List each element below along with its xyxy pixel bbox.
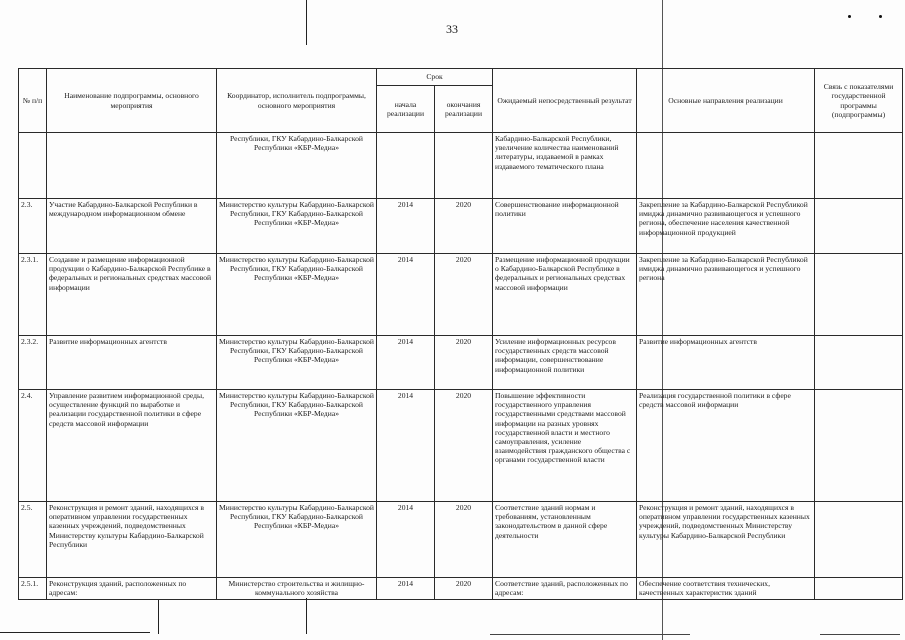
row-start: 2014 — [377, 199, 435, 254]
row-directions: Обеспечение соответствия технических, качественных характеристик зданий — [637, 578, 815, 600]
row-directions: Реконструкция и ремонт зданий, находящихся в оперативном управлении государственных казенных учреждений, подведомственных Министерству культуры Кабардино-Балкарской Республики — [637, 502, 815, 578]
row-link — [815, 199, 903, 254]
row-start: 2014 — [377, 578, 435, 600]
table-row — [19, 254, 903, 336]
row-coordinator: Министерство строительства и жилищно-коммунального хозяйства — [217, 578, 377, 600]
row-result: Соответствие зданий, расположенных по адресам: — [493, 578, 637, 600]
row-end: 2020 — [435, 578, 493, 600]
row-coordinator: Министерство культуры Кабардино-Балкарской Республики, ГКУ Кабардино-Балкарской Республики «КБР-Медиа» — [217, 254, 377, 336]
scan-line — [306, 598, 307, 634]
row-link — [815, 578, 903, 600]
row-result: Размещение информационной продукции о Кабардино-Балкарской Республике в федеральных и региональных средствах массовой информации — [493, 254, 637, 336]
row-num: 2.5. — [19, 502, 47, 578]
row-link — [815, 502, 903, 578]
scan-dot — [848, 15, 851, 18]
page-number: 33 — [446, 22, 458, 36]
row-end: 2020 — [435, 336, 493, 390]
row-num: 2.3. — [19, 199, 47, 254]
row-end: 2020 — [435, 502, 493, 578]
row-name: Реконструкция зданий, расположенных по адресам: — [47, 578, 217, 600]
header-end: окончания реализации — [435, 86, 493, 133]
row-link — [815, 336, 903, 390]
row-link — [815, 390, 903, 502]
row-num — [19, 133, 47, 199]
row-num: 2.4. — [19, 390, 47, 502]
row-name: Участие Кабардино-Балкарской Республики в международном информационном обмене — [47, 199, 217, 254]
row-coordinator: Министерство культуры Кабардино-Балкарской Республики, ГКУ Кабардино-Балкарской Республики «КБР-Медиа» — [217, 502, 377, 578]
scan-line — [820, 634, 900, 635]
table-row — [19, 336, 903, 390]
row-num: 2.3.1. — [19, 254, 47, 336]
row-start — [377, 133, 435, 199]
row-end: 2020 — [435, 254, 493, 336]
row-name: Реконструкция и ремонт зданий, находящихся в оперативном управлении государственных казенных учреждений, подведомственных Министерству культуры Кабардино-Балкарской Республики — [47, 502, 217, 578]
row-result: Повышение эффективности государственного управления государственными средствами массовой информации на разных уровнях государственной власти и местного самоуправления, усиление взаимодействия гражданского общества с органами государственной власти — [493, 390, 637, 502]
row-coordinator: Министерство культуры Кабардино-Балкарской Республики, ГКУ Кабардино-Балкарской Республики «КБР-Медиа» — [217, 336, 377, 390]
scan-dot — [879, 15, 882, 18]
row-directions — [637, 133, 815, 199]
row-result: Совершенствование информационной политики — [493, 199, 637, 254]
row-start: 2014 — [377, 502, 435, 578]
row-start: 2014 — [377, 336, 435, 390]
row-name: Управление развитием информационной среды, осуществление функций по выработке и реализации государственной политики в сфере средств массовой информации — [47, 390, 217, 502]
row-num: 2.3.2. — [19, 336, 47, 390]
table-row — [19, 199, 903, 254]
row-coordinator: Министерство культуры Кабардино-Балкарской Республики, ГКУ Кабардино-Балкарской Республики «КБР-Медиа» — [217, 390, 377, 502]
row-start: 2014 — [377, 390, 435, 502]
row-end: 2020 — [435, 199, 493, 254]
row-end: 2020 — [435, 390, 493, 502]
header-term: Срок — [377, 69, 493, 86]
header-link: Связь с показателями государственной программы (подпрограммы) — [815, 69, 903, 133]
row-directions: Закрепление за Кабардино-Балкарской Республикой имиджа динамично развивающегося и успешного региона — [637, 254, 815, 336]
program-table — [18, 68, 903, 600]
row-directions: Развитие информационных агентств — [637, 336, 815, 390]
row-start: 2014 — [377, 254, 435, 336]
table-row — [19, 502, 903, 578]
table-row — [19, 133, 903, 199]
row-coordinator: Республики, ГКУ Кабардино-Балкарской Республики «КБР-Медиа» — [217, 133, 377, 199]
scan-line — [490, 634, 690, 635]
row-directions: Реализация государственной политики в сфере средств массовой информации — [637, 390, 815, 502]
row-name: Создание и размещение информационной продукции о Кабардино-Балкарской Республике в федеральных и региональных средствах массовой информации — [47, 254, 217, 336]
row-link — [815, 133, 903, 199]
row-result: Кабардино-Балкарской Республики, увеличение количества наименований литературы, издаваемой в рамках издаваемого тематического плана — [493, 133, 637, 199]
row-coordinator: Министерство культуры Кабардино-Балкарской Республики, ГКУ Кабардино-Балкарской Республики «КБР-Медиа» — [217, 199, 377, 254]
row-end — [435, 133, 493, 199]
row-directions: Закрепление за Кабардино-Балкарской Республикой имиджа динамично развивающегося и успешного региона, обеспечение населения качественной информационной продукцией — [637, 199, 815, 254]
header-coordinator: Координатор, исполнитель подпрограммы, основного мероприятия — [217, 69, 377, 133]
header-directions: Основные направления реализации — [637, 69, 815, 133]
header-name: Наименование подпрограммы, основного мероприятия — [47, 69, 217, 133]
table-row — [19, 390, 903, 502]
header-result: Ожидаемый непосредственный результат — [493, 69, 637, 133]
scan-line — [158, 600, 159, 634]
scan-line — [0, 632, 150, 633]
header-num: № п/п — [19, 69, 47, 133]
row-name — [47, 133, 217, 199]
row-result: Усиление информационных ресурсов государственных средств массовой информации, совершенствование информационной политики — [493, 336, 637, 390]
row-link — [815, 254, 903, 336]
table-row — [19, 578, 903, 600]
row-name: Развитие информационных агентств — [47, 336, 217, 390]
scan-line — [306, 0, 307, 45]
row-result: Соответствие зданий нормам и требованиям, установленным законодательством в данной сфере деятельности — [493, 502, 637, 578]
header-start: начала реализации — [377, 86, 435, 133]
row-num: 2.5.1. — [19, 578, 47, 600]
